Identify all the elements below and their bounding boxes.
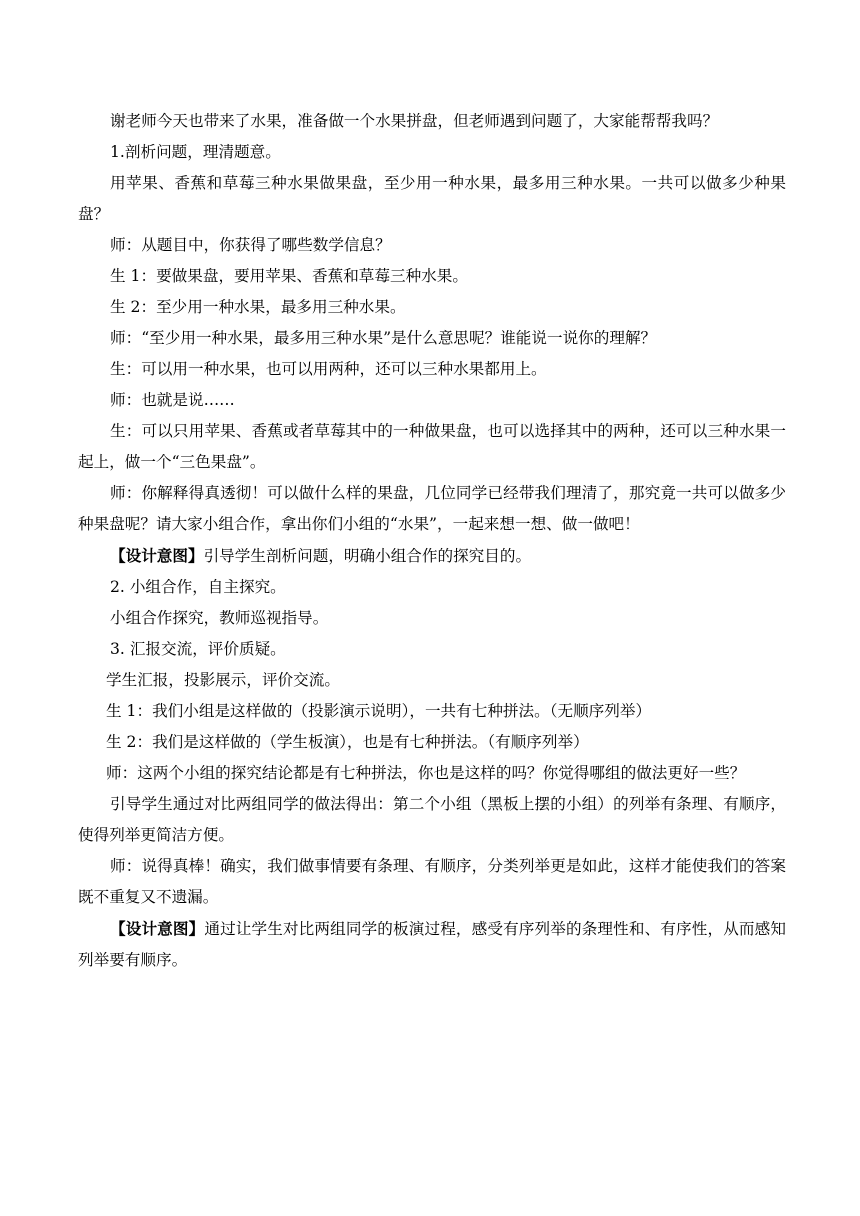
design-intent-1: [78, 540, 786, 572]
dialogue-line: 生 2：至少用一种水果，最多用三种水果。: [110, 298, 406, 316]
dialogue-line: 生：可以只用苹果、香蕉或者草莓其中的一种做果盘，也可以选择其中的两种，还可以三种水果一起上，做一个“三色果盘”。: [78, 422, 786, 471]
dialogue-line: 生：可以用一种水果，也可以用两种，还可以三种水果都用上。: [110, 360, 547, 378]
paragraph-line: 小组合作探究，教师巡视指导。: [110, 609, 329, 627]
design-intent-text: 通过让学生对比两组同学的板演过程，感受有序列举的条理性和、有序性，从而感知列举要有顺序。: [78, 920, 786, 969]
section-heading-3: 3. 汇报交流，评价质疑。: [110, 640, 286, 658]
paragraph-line: 引导学生通过对比两组同学的做法得出：第二个小组（黑板上摆的小组）的列举有条理、有顺序，使得列举更简洁方便。: [78, 795, 786, 844]
section-heading-2: 2. 小组合作，自主探究。: [110, 578, 286, 596]
section-heading-1: 1.剖析问题，理清题意。: [110, 143, 281, 161]
dialogue-line: 师：也就是说……: [110, 391, 235, 409]
dialogue-line: 师：“至少用一种水果，最多用三种水果”是什么意思呢？谁能说一说你的理解？: [110, 329, 657, 347]
design-intent-text: 引导学生剖析问题，明确小组合作的探究目的。: [203, 547, 532, 565]
dialogue-line: 生 1：我们小组是这样做的（投影演示说明），一共有七种拼法。（无顺序列举）: [106, 702, 652, 720]
paragraph-line: 学生汇报，投影展示，评价交流。: [106, 671, 340, 689]
problem-statement: 用苹果、香蕉和草莓三种水果做果盘，至少用一种水果，最多用三种水果。一共可以做多少种果盘？: [78, 174, 786, 223]
design-intent-2: [78, 913, 786, 976]
dialogue-line: 师：这两个小组的探究结论都是有七种拼法，你也是这样的吗？你觉得哪组的做法更好一些？: [106, 764, 746, 782]
dialogue-line: 师：说得真棒！确实，我们做事情要有条理、有顺序，分类列举更是如此，这样才能使我们的答案既不重复又不遗漏。: [78, 857, 786, 906]
dialogue-line: 生 2：我们是这样做的（学生板演），也是有七种拼法。（有顺序列举）: [106, 733, 589, 751]
dialogue-line: 师：从题目中，你获得了哪些数学信息？: [110, 236, 391, 254]
dialogue-line: 师：你解释得真透彻！可以做什么样的果盘，几位同学已经带我们理清了，那究竟一共可以做多少种果盘呢？请大家小组合作，拿出你们小组的“水果”，一起来想一想、做一做吧！: [78, 484, 786, 533]
paragraph-intro: 谢老师今天也带来了水果，准备做一个水果拼盘，但老师遇到问题了，大家能帮帮我吗？: [110, 112, 719, 130]
document-page: [78, 106, 786, 976]
design-intent-tag: 【设计意图】: [110, 919, 205, 938]
design-intent-tag: 【设计意图】: [110, 546, 204, 565]
dialogue-line: 生 1：要做果盘，要用苹果、香蕉和草莓三种水果。: [110, 267, 468, 285]
